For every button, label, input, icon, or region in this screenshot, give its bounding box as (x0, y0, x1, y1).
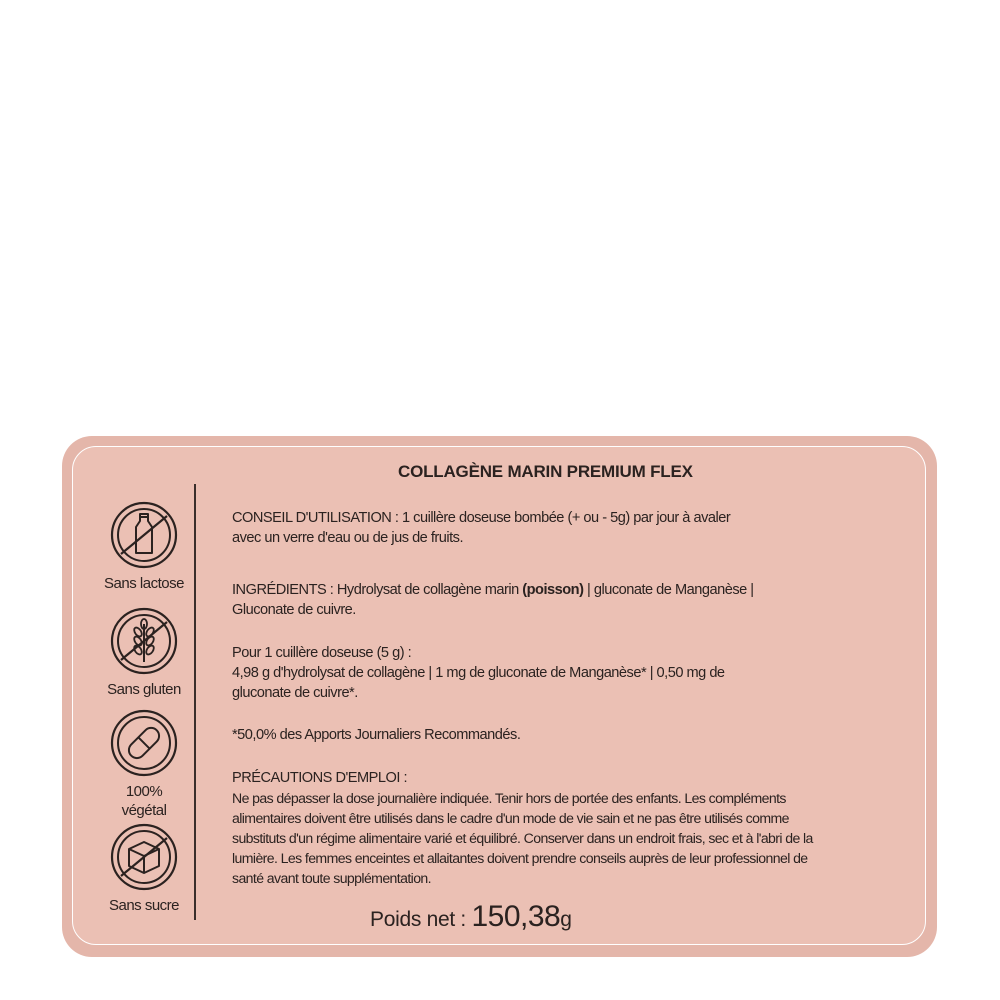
badge-sans-gluten (92, 606, 196, 699)
net-weight-value: 150,38 (471, 900, 561, 933)
precautions-text (232, 788, 922, 888)
ingredients (232, 580, 922, 620)
badge-caption-line2: végétal (121, 802, 167, 819)
usage-line: avec un verre d'eau ou de jus de fruits. (232, 530, 464, 546)
badge-sans-sucre (92, 822, 196, 915)
dose-line: 4,98 g d'hydrolysat de collagène | 1 mg de gluconate de Manganèse* | 0,50 mg de (232, 665, 725, 681)
no-wheat-icon (109, 606, 179, 676)
badge-caption: Sans sucre (108, 897, 180, 914)
no-milk-bottle-icon (109, 500, 179, 570)
ingredients-prefix: INGRÉDIENTS : Hydrolysat de collagène marin (232, 582, 523, 598)
badge-caption: Sans lactose (104, 575, 184, 592)
precautions-line: alimentaires doivent être utilisés dans le cadre d'un mode de vie sain et ne pas être utilisés comme (232, 810, 789, 826)
net-weight (370, 900, 572, 934)
dose-composition (232, 643, 922, 703)
allergen-text: (poisson) (522, 582, 584, 598)
dose-line: gluconate de cuivre*. (232, 685, 358, 701)
footnote: *50,0% des Apports Journaliers Recommandés. (232, 727, 521, 743)
ingredients-line: Gluconate de cuivre. (232, 602, 356, 618)
ingredients-suffix: | gluconate de Manganèse | (583, 582, 754, 598)
badge-sans-lactose (92, 500, 196, 593)
usage-line: CONSEIL D'UTILISATION : 1 cuillère doseuse bombée (+ ou - 5g) par jour à avaler (232, 510, 731, 526)
capsule-icon (109, 708, 179, 778)
badge-caption-line1: 100% (125, 783, 163, 800)
precautions-line: substituts d'un régime alimentaire varié et équilibré. Conserver dans un endroit frais, sec et à l'abri de la (232, 830, 813, 846)
net-weight-unit: g (560, 908, 572, 931)
ingredients-line (232, 580, 922, 600)
dose-heading: Pour 1 cuillère doseuse (5 g) : (232, 645, 412, 661)
badge-vegetal (92, 708, 196, 820)
no-sugar-cube-icon (109, 822, 179, 892)
badge-caption: Sans gluten (107, 681, 181, 698)
precautions-heading: PRÉCAUTIONS D'EMPLOI : (232, 770, 408, 786)
usage-advice (232, 508, 922, 548)
precautions-line: santé avant toute supplémentation. (232, 870, 431, 886)
precautions-line: lumière. Les femmes enceintes et allaitantes doivent prendre conseils auprès de leur professionnel de (232, 850, 808, 866)
precautions-line: Ne pas dépasser la dose journalière indiquée. Tenir hors de portée des enfants. Les compléments (232, 790, 786, 806)
product-title: COLLAGÈNE MARIN PREMIUM FLEX (398, 462, 693, 481)
net-weight-label: Poids net : (370, 908, 472, 931)
